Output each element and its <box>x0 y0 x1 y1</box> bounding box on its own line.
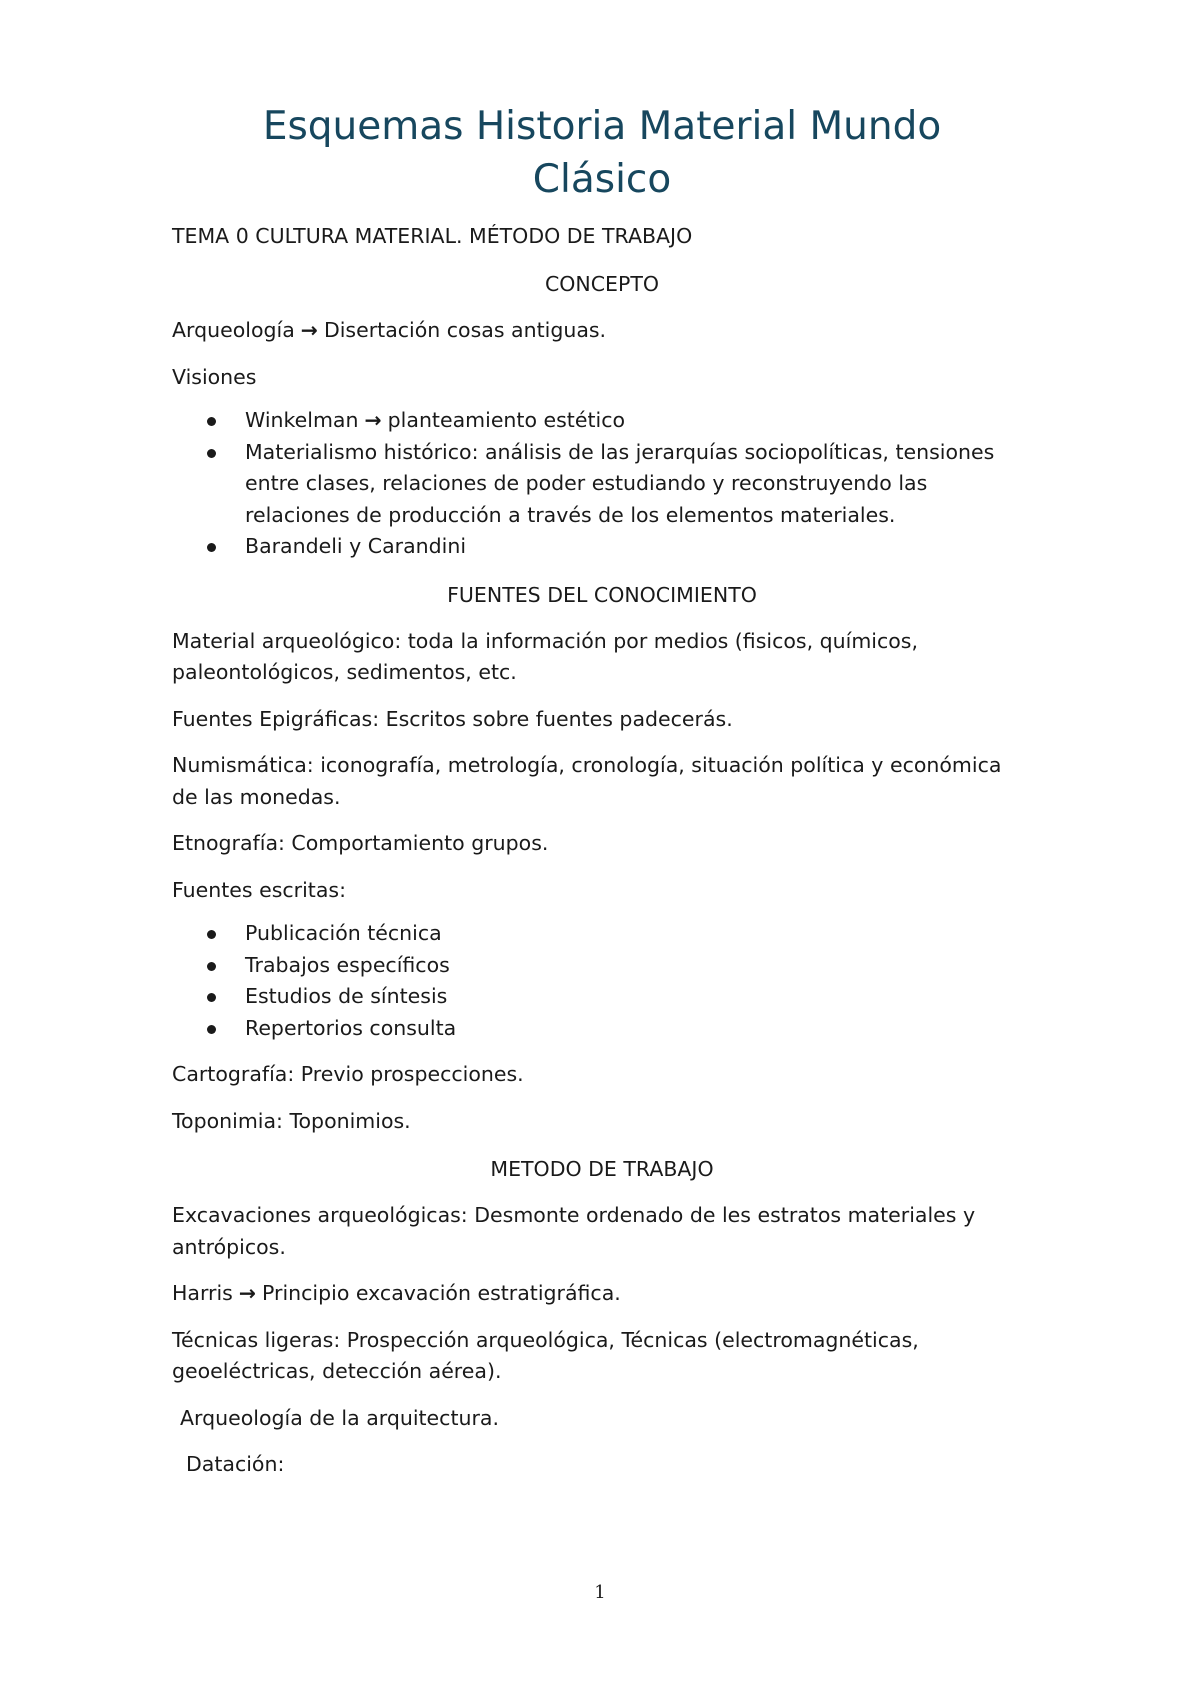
list-item <box>245 981 1032 1013</box>
paragraph-etnografia: Etnografía: Comportamiento grupos. <box>172 831 549 855</box>
fuentes-escritas-item: Estudios de síntesis <box>245 984 448 1008</box>
page-number: 1 <box>594 1582 606 1603</box>
visiones-item-definition: planteamiento estético <box>387 408 626 432</box>
section-heading-metodo: METODO DE TRABAJO <box>490 1157 714 1181</box>
document-title <box>172 100 1032 206</box>
arqueologia-term: Arqueología <box>172 318 295 342</box>
tema-heading: TEMA 0 CULTURA MATERIAL. MÉTODO DE TRABAJO <box>172 224 693 248</box>
bullet-icon <box>207 449 216 458</box>
document-title-line-1: Esquemas Historia Material Mundo <box>262 104 942 149</box>
arrow-right-icon: → <box>364 408 382 432</box>
bullet-icon <box>207 417 216 426</box>
bullet-icon <box>207 993 216 1002</box>
fuentes-escritas-item: Publicación técnica <box>245 921 442 945</box>
paragraph-tecnicas-ligeras: Técnicas ligeras: Prospección arqueológica, Técnicas (electromagnéticas, geoeléctricas, detección aérea). <box>172 1327 919 1383</box>
paragraph-datacion: Datación: <box>186 1452 285 1476</box>
list-item <box>245 531 1032 563</box>
list-item <box>245 950 1032 982</box>
list-item <box>245 1013 1032 1045</box>
visiones-item-term: Winkelman <box>245 408 359 432</box>
paragraph-harris <box>172 1278 1032 1310</box>
fuentes-escritas-item: Repertorios consulta <box>245 1015 457 1040</box>
paragraph-toponimia: Toponimia: Toponimios. <box>172 1108 411 1133</box>
paragraph-arqueologia-arquitectura: Arqueología de la arquitectura. <box>180 1405 499 1430</box>
paragraph-cartografia: Cartografía: Previo prospecciones. <box>172 1062 524 1086</box>
harris-definition: Principio excavación estratigráfica. <box>262 1281 621 1305</box>
fuentes-escritas-item: Trabajos específicos <box>245 952 450 977</box>
section-heading-fuentes: FUENTES DEL CONOCIMIENTO <box>447 582 757 607</box>
paragraph-arqueologia <box>172 315 1032 347</box>
bullet-icon <box>207 1025 216 1034</box>
list-item <box>245 405 1032 437</box>
bullet-icon <box>207 543 216 552</box>
paragraph-excavaciones: Excavaciones arqueológicas: Desmonte ordenado de les estratos materiales y antrópicos. <box>172 1203 976 1259</box>
section-heading-concepto: CONCEPTO <box>544 272 660 296</box>
paragraph-visiones-label: Visiones <box>172 364 257 389</box>
paragraph-material-arqueologico: Material arqueológico: toda la información por medios (fisicos, químicos, paleontológicos, sedimentos, etc. <box>172 628 918 684</box>
paragraph-fuentes-epigraficas: Fuentes Epigráficas: Escritos sobre fuentes padecerás. <box>172 706 733 731</box>
visiones-list <box>172 405 1032 563</box>
arrow-right-icon: → <box>300 318 318 342</box>
bullet-icon <box>207 930 216 939</box>
visiones-item-text: Materialismo histórico: análisis de las jerarquías sociopolíticas, tensiones entre clases, relaciones de poder estudiando y reconstruyendo las relaciones de producción a través de los elementos materiales. <box>245 439 995 527</box>
visiones-item-text: Barandeli y Carandini <box>245 534 467 558</box>
document-page <box>172 100 1032 1481</box>
paragraph-fuentes-escritas-label: Fuentes escritas: <box>172 877 346 902</box>
list-item <box>245 437 1032 532</box>
harris-term: Harris <box>172 1281 233 1305</box>
arqueologia-definition: Disertación cosas antiguas. <box>323 318 607 342</box>
paragraph-numismatica: Numismática: iconografía, metrología, cronología, situación política y económica de las monedas. <box>172 753 1002 809</box>
document-title-line-2: Clásico <box>532 157 672 202</box>
arrow-right-icon: → <box>238 1281 257 1305</box>
list-item <box>245 918 1032 950</box>
fuentes-escritas-list <box>172 918 1032 1044</box>
bullet-icon <box>207 962 216 971</box>
